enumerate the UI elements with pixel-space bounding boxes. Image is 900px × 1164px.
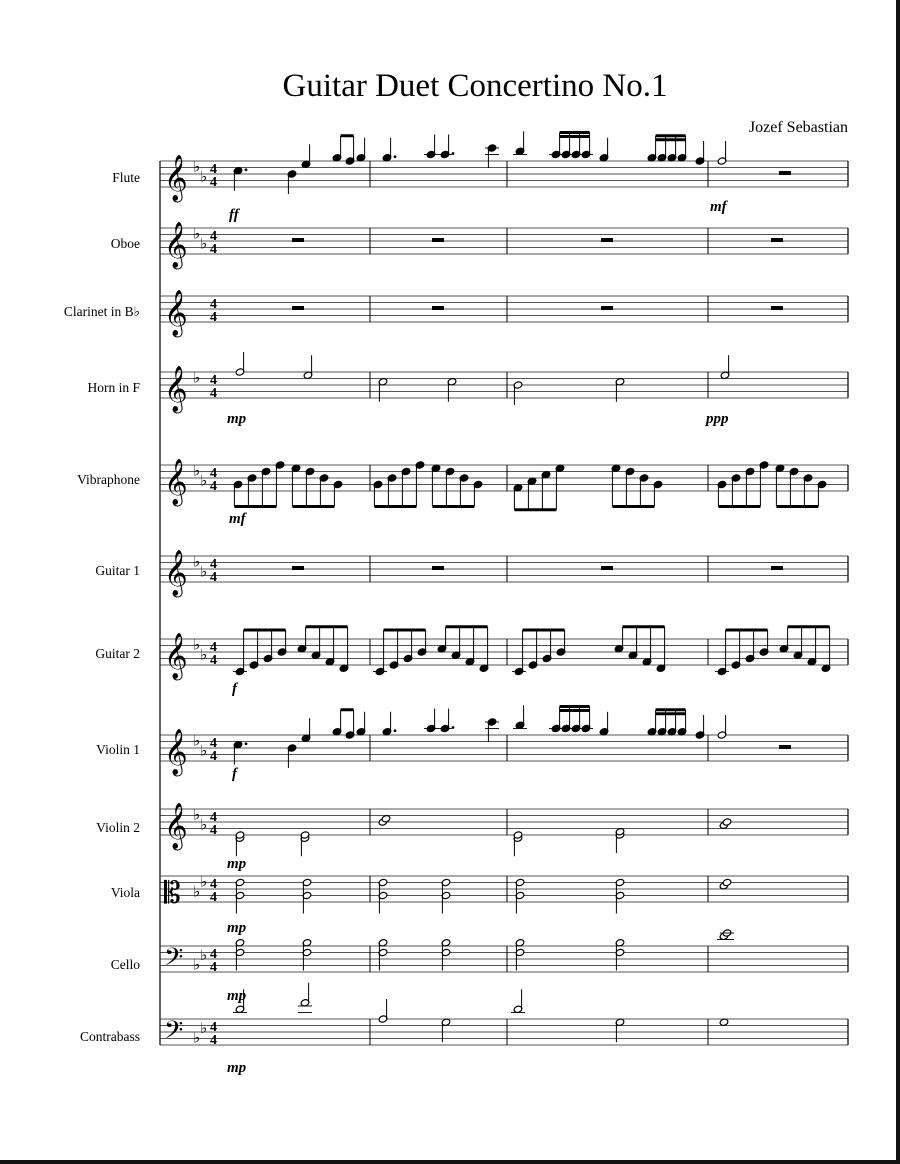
- time-signature-bottom: 4: [210, 1033, 217, 1048]
- treble-clef: 𝄞: [164, 459, 188, 505]
- dynamic-flute-mf: mf: [710, 199, 727, 215]
- treble-clef: 𝄞: [164, 290, 188, 336]
- note: [717, 141, 727, 165]
- note: [695, 715, 705, 739]
- staff-7: [160, 729, 848, 777]
- dynamic-violin-1-f: f: [232, 766, 237, 782]
- dynamic-cello-mp: mp: [227, 988, 247, 1004]
- whole-rest: [292, 238, 304, 242]
- time-signature-top: 4: [210, 466, 217, 481]
- key-flat: ♭: [200, 562, 208, 581]
- notehead: [722, 878, 732, 886]
- time-signature-bottom: 4: [210, 653, 217, 668]
- staff-9: [160, 873, 848, 912]
- instrument-label-clarinet: Clarinet in B♭: [63, 304, 140, 319]
- note: [424, 709, 438, 733]
- key-flat: ♭: [200, 872, 208, 891]
- note: [373, 667, 387, 675]
- note: [438, 135, 454, 159]
- instrument-label-horn: Horn in F: [87, 380, 140, 395]
- key-flat: ♭: [200, 1018, 208, 1037]
- time-signature-top: 4: [210, 640, 217, 655]
- note: [382, 138, 396, 162]
- time-signature-bottom: 4: [210, 242, 217, 257]
- instrument-label-oboe: Oboe: [110, 236, 140, 251]
- treble-clef: 𝄞: [164, 155, 188, 201]
- notehead: [722, 818, 732, 826]
- time-signature-bottom: 4: [210, 570, 217, 585]
- instrument-label-guitar-1: Guitar 1: [95, 563, 140, 578]
- note: [303, 355, 313, 379]
- note: [438, 709, 454, 733]
- note: [722, 878, 732, 886]
- note: [382, 712, 396, 736]
- staff-8: [160, 803, 848, 851]
- time-signature-top: 4: [210, 162, 217, 177]
- bass-clef: 𝄢: [164, 943, 184, 978]
- dynamic-viola-mp: mp: [227, 920, 247, 936]
- staff-3: [160, 366, 848, 414]
- dot: [452, 152, 455, 155]
- note: [485, 718, 499, 742]
- composer-name: Jozef Sebastian: [748, 119, 848, 136]
- staff-4: [160, 459, 848, 507]
- note: [579, 150, 593, 158]
- note: [512, 667, 526, 675]
- dot: [452, 726, 455, 729]
- note: [720, 355, 730, 379]
- instrument-label-vibraphone: Vibraphone: [77, 472, 140, 487]
- treble-clef: 𝄞: [164, 803, 188, 849]
- whole-rest: [432, 238, 444, 242]
- staff-5: [160, 550, 848, 598]
- time-signature-top: 4: [210, 229, 217, 244]
- dot: [245, 168, 248, 171]
- whole-rest: [601, 306, 613, 310]
- key-flat: ♭: [200, 741, 208, 760]
- note: [511, 989, 525, 1013]
- page-edge-bottom: [0, 1160, 900, 1164]
- note: [287, 170, 297, 194]
- whole-rest: [292, 566, 304, 570]
- time-signature-top: 4: [210, 1020, 217, 1035]
- note: [301, 718, 311, 742]
- key-flat: ♭: [200, 645, 208, 664]
- time-signature-bottom: 4: [210, 479, 217, 494]
- whole-rest: [771, 306, 783, 310]
- instrument-label-cello: Cello: [110, 957, 140, 972]
- whole-rest: [771, 238, 783, 242]
- key-flat: ♭: [193, 1028, 201, 1047]
- key-flat: ♭: [200, 167, 208, 186]
- dot: [394, 729, 397, 732]
- key-flat: ♭: [193, 461, 201, 480]
- note: [378, 999, 388, 1023]
- instrument-label-guitar-2: Guitar 2: [95, 646, 140, 661]
- key-flat: ♭: [193, 805, 201, 824]
- note: [233, 667, 247, 675]
- note: [579, 724, 593, 732]
- key-flat: ♭: [193, 552, 201, 571]
- note: [599, 138, 609, 162]
- note: [424, 135, 438, 159]
- time-signature-top: 4: [210, 947, 217, 962]
- note: [513, 131, 527, 155]
- dynamic-guitar-2-f: f: [232, 681, 237, 697]
- note: [695, 141, 705, 165]
- key-flat: ♭: [193, 955, 201, 974]
- note: [298, 983, 312, 1013]
- note: [287, 744, 297, 768]
- key-flat: ♭: [193, 157, 201, 176]
- bass-clef: 𝄢: [164, 1016, 184, 1051]
- time-signature-top: 4: [210, 877, 217, 892]
- instrument-label-violin-1: Violin 1: [96, 742, 140, 757]
- time-signature-bottom: 4: [210, 960, 217, 975]
- key-flat: ♭: [193, 731, 201, 750]
- alto-clef: 𝄡: [164, 876, 181, 911]
- key-flat: ♭: [200, 815, 208, 834]
- time-signature-bottom: 4: [210, 175, 217, 190]
- time-signature-top: 4: [210, 297, 217, 312]
- time-signature-bottom: 4: [210, 386, 217, 401]
- dynamic-horn-ppp: ppp: [706, 411, 729, 427]
- key-flat: ♭: [193, 882, 201, 901]
- key-flat: ♭: [193, 635, 201, 654]
- dynamic-violin-2-mp: mp: [227, 856, 247, 872]
- staff-1: [160, 222, 848, 270]
- note: [233, 989, 247, 1013]
- staff-11: [160, 1016, 848, 1051]
- treble-clef: 𝄞: [164, 550, 188, 596]
- note: [722, 818, 732, 826]
- staff-2: [160, 290, 848, 338]
- whole-rest: [779, 171, 791, 175]
- instrument-label-flute: Flute: [112, 170, 140, 185]
- time-signature-bottom: 4: [210, 890, 217, 905]
- instrument-label-violin-2: Violin 2: [96, 820, 140, 835]
- dynamic-vibraphone-mf: mf: [229, 511, 246, 527]
- time-signature-top: 4: [210, 810, 217, 825]
- dynamic-contrabass-mp: mp: [227, 1060, 247, 1076]
- key-flat: ♭: [200, 234, 208, 253]
- dynamic-flute-ff: ff: [229, 207, 239, 223]
- note: [599, 712, 609, 736]
- note: [301, 144, 311, 168]
- whole-rest: [601, 566, 613, 570]
- note: [513, 705, 527, 729]
- whole-rest: [779, 745, 791, 749]
- time-signature-bottom: 4: [210, 310, 217, 325]
- note: [356, 138, 366, 162]
- treble-clef: 𝄞: [164, 366, 188, 412]
- time-signature-bottom: 4: [210, 749, 217, 764]
- note: [235, 352, 245, 376]
- note: [715, 667, 729, 675]
- instrument-label-contrabass: Contrabass: [80, 1029, 140, 1044]
- note: [485, 144, 499, 168]
- whole-rest: [601, 238, 613, 242]
- key-flat: ♭: [200, 945, 208, 964]
- time-signature-top: 4: [210, 373, 217, 388]
- note: [717, 715, 727, 739]
- staff-10: [160, 943, 848, 978]
- key-flat: ♭: [193, 368, 201, 387]
- page-edge-right: [896, 0, 900, 1164]
- key-flat: ♭: [200, 471, 208, 490]
- time-signature-top: 4: [210, 557, 217, 572]
- treble-clef: 𝄞: [164, 222, 188, 268]
- score-title: Guitar Duet Concertino No.1: [282, 68, 668, 104]
- whole-rest: [432, 306, 444, 310]
- treble-clef: 𝄞: [164, 729, 188, 775]
- time-signature-top: 4: [210, 736, 217, 751]
- key-flat: ♭: [193, 224, 201, 243]
- note: [513, 381, 523, 405]
- dot: [394, 155, 397, 158]
- staff-0: [160, 155, 848, 203]
- instrument-label-viola: Viola: [110, 885, 140, 900]
- whole-rest: [292, 306, 304, 310]
- treble-clef: 𝄞: [164, 633, 188, 679]
- dynamic-horn-mp: mp: [227, 411, 247, 427]
- whole-rest: [432, 566, 444, 570]
- note: [356, 712, 366, 736]
- whole-rest: [771, 566, 783, 570]
- dot: [245, 742, 248, 745]
- staff-6: [160, 633, 848, 681]
- time-signature-bottom: 4: [210, 823, 217, 838]
